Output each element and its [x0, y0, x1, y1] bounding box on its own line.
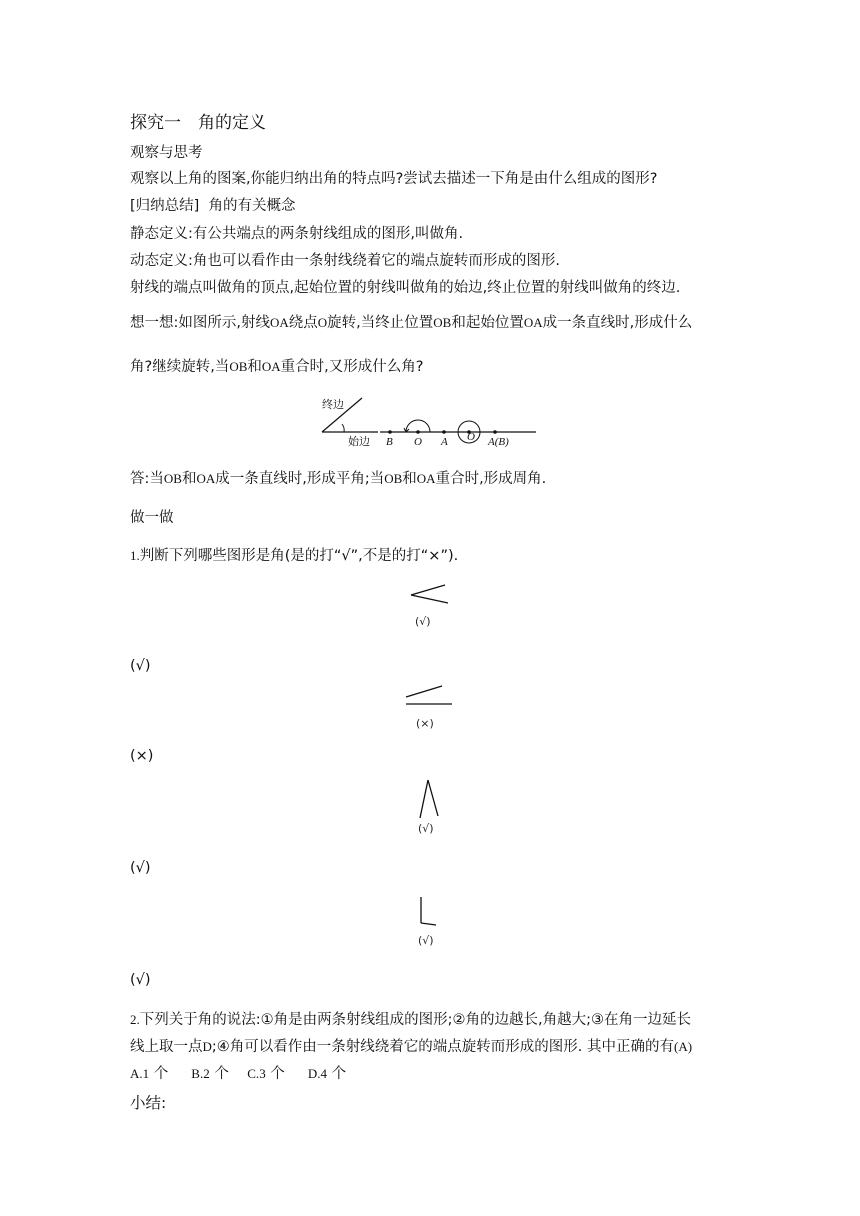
- option-letter: A.: [130, 1066, 143, 1081]
- option-value: 1: [142, 1066, 150, 1081]
- option-value: 4: [320, 1066, 327, 1081]
- think-text: 和: [247, 359, 262, 375]
- dynamic-definition: 动态定义:角也可以看作由一条射线绕着它的端点旋转而形成的图形.: [130, 253, 560, 269]
- option-value: 2: [203, 1066, 210, 1081]
- question-text: 判断下列哪些图形是角(是的打“√”,不是的打“×”).: [139, 548, 459, 564]
- think-question-line2: [130, 357, 423, 377]
- question-text: ;④角可以看作由一条射线绕着它的端点旋转而形成的图形.: [211, 1039, 583, 1055]
- think-text: 成一条直线时,形成什么: [542, 315, 693, 331]
- summary-tag: [归纳总结]: [130, 198, 200, 214]
- ray-oa: OA: [416, 471, 436, 486]
- ray-line: [411, 585, 445, 595]
- question-number: 2.: [130, 1012, 140, 1027]
- ray-ob: OB: [384, 471, 403, 486]
- ray-ob: OB: [433, 315, 452, 330]
- point-d: D: [202, 1039, 212, 1054]
- point-a-dot: [442, 430, 446, 434]
- point-ab-dot: [493, 430, 497, 434]
- question-text: 线上取一点: [130, 1039, 203, 1055]
- option-unit: 个: [214, 1066, 229, 1082]
- observe-question: 观察以上角的图案,你能归纳出角的特点吗?尝试去描述一下角是由什么组成的图形?: [130, 171, 658, 187]
- option-letter: B.: [191, 1066, 204, 1081]
- point-ab-label: A(B): [488, 436, 509, 448]
- answer-1: (√): [130, 658, 151, 674]
- ray-ob: OB: [229, 359, 248, 374]
- ray-oa: OA: [196, 471, 216, 486]
- conclusion-label: 小结:: [130, 1094, 167, 1112]
- figure-caption: (√): [418, 822, 434, 835]
- think-text: 绕点: [288, 315, 318, 331]
- angle-arc: [342, 424, 344, 432]
- summary-heading: [130, 196, 296, 216]
- point-o2-label: O: [467, 431, 475, 443]
- ray-oa: OA: [270, 315, 289, 330]
- static-definition: 静态定义:有公共端点的两条射线组成的图形,叫做角.: [130, 226, 464, 242]
- answer-4: (√): [130, 972, 151, 988]
- question-text: 下列关于角的说法:①角是由两条射线组成的图形;②角的边越长,角越大;③在角一边延长: [139, 1012, 692, 1028]
- answer-3: (√): [130, 860, 151, 876]
- question-2-options: [130, 1064, 346, 1084]
- answer-2: (×): [130, 748, 154, 764]
- answer-text: 成一条直线时,形成平角;当: [215, 471, 385, 487]
- point-b-label: B: [386, 436, 393, 448]
- option-unit: 个: [331, 1066, 347, 1082]
- option-unit: 个: [153, 1066, 169, 1082]
- sub-heading: 观察与思考: [130, 145, 203, 161]
- question-1: [130, 546, 458, 566]
- answer-text: 和: [181, 471, 197, 487]
- initial-side-label: 始边: [348, 435, 370, 448]
- think-text: 重合时,又形成什么角?: [280, 359, 424, 375]
- option-unit: 个: [270, 1066, 285, 1082]
- question-2-line2: [130, 1037, 692, 1057]
- option-value: 3: [259, 1066, 266, 1081]
- ray-line: [428, 780, 438, 816]
- ray-ob: OB: [163, 471, 182, 486]
- answer-line: [130, 469, 546, 489]
- option-letter: C.: [247, 1066, 260, 1081]
- question-text: 其中正确的有: [587, 1039, 674, 1055]
- point-b-dot: [388, 430, 392, 434]
- figure-4: [412, 893, 452, 949]
- think-text: 想一想:如图所示,射线: [130, 315, 270, 331]
- think-text: 旋转,当终止位置: [327, 315, 434, 331]
- answer-text: 重合时,形成周角.: [435, 471, 547, 487]
- think-text: 角?继续旋转,当: [130, 359, 230, 375]
- point-a-label: A: [441, 436, 448, 448]
- ray-oa: OA: [261, 359, 281, 374]
- angle-rotation-diagram: [318, 390, 540, 450]
- figure-1: [405, 583, 455, 631]
- ray-line: [411, 595, 448, 603]
- figure-3: [412, 776, 452, 838]
- terminal-side-label: 终边: [322, 398, 344, 411]
- ray-line: [420, 780, 428, 818]
- figure-2: [400, 683, 460, 733]
- answer-text: 答:当: [130, 471, 164, 487]
- point-o-label: O: [414, 436, 422, 448]
- ray-line: [421, 923, 436, 925]
- point-o-dot: [416, 430, 420, 434]
- answer-text: 和: [402, 471, 417, 487]
- practice-heading: 做一做: [130, 510, 174, 526]
- ray-line: [406, 686, 442, 697]
- option-letter: D.: [307, 1066, 321, 1081]
- summary-title: 角的有关概念: [208, 198, 296, 214]
- figure-caption: (√): [418, 934, 434, 947]
- question-2-line1: [130, 1010, 691, 1030]
- question-number: 1.: [130, 548, 140, 563]
- terms-definition: 射线的端点叫做角的顶点,起始位置的射线叫做角的始边,终止位置的射线叫做角的终边.: [130, 280, 681, 296]
- think-text: 和起始位置: [451, 315, 524, 331]
- think-question-line1: [130, 313, 692, 333]
- figure-caption: (×): [416, 717, 434, 730]
- point-o: O: [317, 315, 328, 330]
- figure-caption: (√): [415, 615, 431, 628]
- question-answer: (A): [674, 1039, 693, 1054]
- ray-oa: OA: [523, 315, 543, 330]
- section-heading: 探究一 角的定义: [130, 113, 266, 133]
